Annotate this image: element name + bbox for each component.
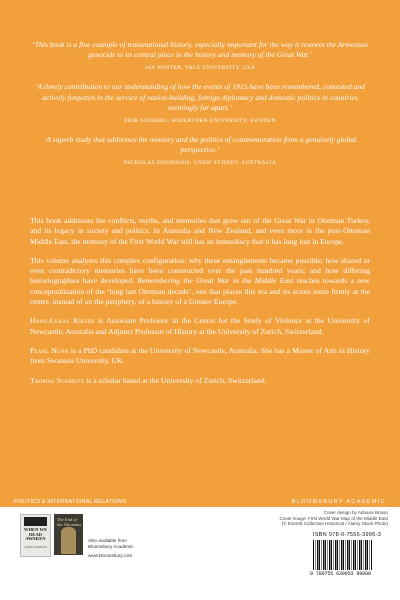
editor-name: Thomas Schmutz bbox=[30, 375, 85, 385]
endorsement-quote: ‘A timely contribution to our understanding of how the events of 1915 have been remembered, contested and actively forgotten in the service of nation-building, foreign diplomacy and domestic politics in countries seemingly far apart.’ bbox=[35, 82, 365, 112]
publisher-name: BLOOMSBURY ACADEMIC bbox=[291, 498, 386, 505]
book-photo bbox=[24, 517, 47, 526]
related-book-cover bbox=[20, 514, 51, 557]
also-available bbox=[88, 538, 133, 559]
endorsement-author: ERIK SJÖBERG, SÖDERTÖRN UNIVERSITY, SWEDEN bbox=[124, 118, 276, 125]
editor-name: Pearl Nunn bbox=[30, 345, 69, 355]
endorsement-quote: ‘This book is a fine example of transnational history, especially important for the way it restores the Armenian genocide to its central place in the history and memory of the Great War.’ bbox=[32, 40, 368, 60]
barcode-digits bbox=[310, 571, 386, 577]
also-available-line: Bloomsbury Academic bbox=[88, 544, 134, 549]
isbn-label: ISBN 978-0-7556-3995-3 bbox=[313, 532, 382, 538]
related-book-title: The End of the Ottomans bbox=[57, 517, 82, 527]
book-title-italic: Remembering the Great War in the Middle East bbox=[137, 276, 294, 286]
endorsements bbox=[30, 40, 370, 177]
description-text: reaches towards a new conceptualization of the ‘long last Ottoman decade’, one that places this era and its actors more firmly at the centre, instead of on the periphery, of a history of a Greater Europe. bbox=[30, 276, 370, 307]
related-book-title: WHEN WE DEAD AWAKEN bbox=[23, 527, 48, 542]
cover-footer bbox=[0, 497, 400, 600]
editor-bio-text: is a scholar based at the University of Zurich, Switzerland. bbox=[84, 375, 267, 385]
credit-line: Cover image: First World War Map of the Middle East bbox=[279, 515, 388, 521]
related-book-author: JAMES HORTON bbox=[24, 544, 47, 549]
endorsement-author: JAY WINTER, YALE UNIVERSITY, USA bbox=[144, 65, 256, 72]
book-description bbox=[30, 216, 370, 395]
credit-line: Cover design by Adriana Brioso bbox=[323, 510, 388, 515]
related-book-cover bbox=[54, 514, 83, 555]
category-label: POLITICS & INTERNATIONAL RELATIONS bbox=[14, 498, 127, 505]
book-portrait bbox=[61, 527, 76, 554]
cover-credits bbox=[248, 510, 388, 527]
price-code: 90000 bbox=[356, 571, 371, 577]
ean-digits: 9 780755 639953 bbox=[310, 571, 354, 577]
publisher-website: www.bloomsbury.com bbox=[88, 553, 133, 558]
editor-name: Hans-Lukas Kieser bbox=[30, 316, 95, 326]
editor-bio-text: is a PhD candidate at the University of Newcastle, Australia. She has a Master of Arts in History from Swansea University, UK. bbox=[30, 345, 370, 366]
editor-bio bbox=[30, 316, 370, 337]
endorsement-author: NICHOLAS DOUMANIS, UNSW SYDNEY, AUSTRALIA bbox=[123, 160, 277, 167]
also-available-line: Also available from bbox=[88, 538, 127, 543]
description-text: This volume analyses this complex configuration: why these entanglements became possible; how shared or even contradictory memories have been constructed over the past hundred years; and how differing historiographies have developed. bbox=[30, 255, 370, 286]
description-paragraph: This book addresses the conflicts, myths, and memories that grew out of the Great War in Ottoman Turkey, and its legacy in society and politics. In Australia and New Zealand, and even more in the post-Ottoman Middle East, the memory of the First World War still has an immediacy that it has long lost in Europe. bbox=[30, 216, 370, 246]
price-barcode-gap bbox=[372, 540, 384, 570]
category-strip bbox=[0, 497, 400, 508]
editor-bio bbox=[30, 376, 370, 386]
editor-bio bbox=[30, 346, 370, 367]
credit-line: (© Everett Collection Historical / Alamy Stock Photo) bbox=[281, 521, 388, 527]
endorsement-quote: ‘A superb study that addresses the memory and the politics of commemoration from a genuinely global perspective.’ bbox=[43, 135, 357, 155]
editor-bio-text: is Associate Professor in the Centre for the Study of Violence at the University of Newcastle, Australia and Adjunct Professor of History at the University of Zurich, Switzerland. bbox=[30, 316, 371, 336]
description-paragraph bbox=[30, 256, 370, 307]
